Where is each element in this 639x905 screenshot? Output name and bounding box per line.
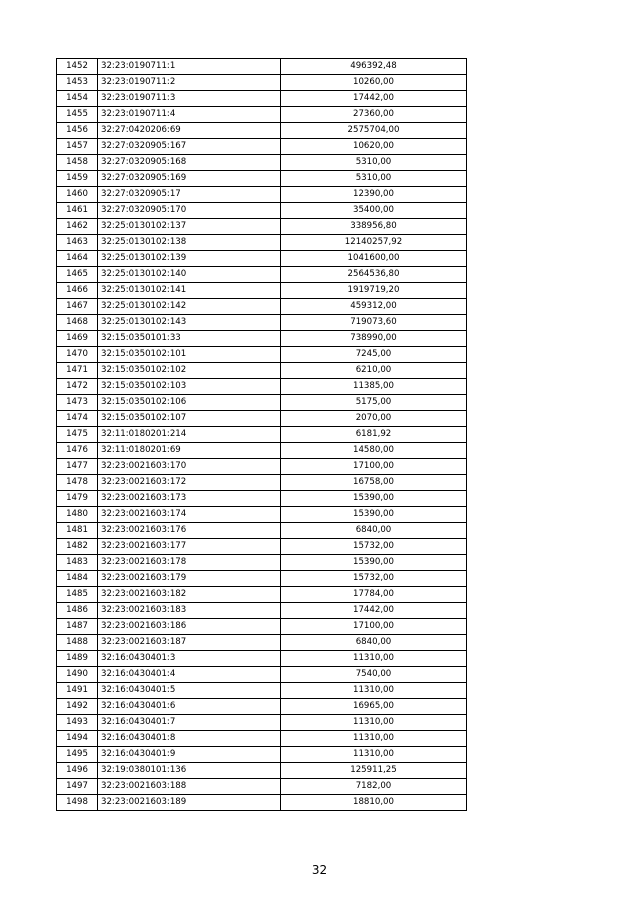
table-row [57,171,467,187]
value-cell: 496392,48 [281,59,467,75]
cadastral-number-cell: 32:23:0190711:1 [98,59,281,75]
table-row [57,699,467,715]
cadastral-number-cell: 32:27:0320905:170 [98,203,281,219]
value-cell: 15732,00 [281,571,467,587]
row-number-cell: 1456 [57,123,98,139]
row-number-cell: 1490 [57,667,98,683]
value-cell: 5310,00 [281,155,467,171]
row-number-cell: 1460 [57,187,98,203]
table-row [57,491,467,507]
table-row [57,347,467,363]
table-row [57,619,467,635]
row-number-cell: 1487 [57,619,98,635]
cadastral-number-cell: 32:16:0430401:3 [98,651,281,667]
cadastral-number-cell: 32:15:0350102:106 [98,395,281,411]
value-cell: 11310,00 [281,683,467,699]
value-cell: 6840,00 [281,635,467,651]
value-cell: 11310,00 [281,731,467,747]
cadastral-number-cell: 32:27:0320905:17 [98,187,281,203]
table-row [57,779,467,795]
cadastral-number-cell: 32:25:0130102:137 [98,219,281,235]
cadastral-number-cell: 32:23:0021603:189 [98,795,281,811]
row-number-cell: 1481 [57,523,98,539]
table-row [57,667,467,683]
cadastral-number-cell: 32:23:0021603:182 [98,587,281,603]
value-cell: 459312,00 [281,299,467,315]
row-number-cell: 1494 [57,731,98,747]
value-cell: 16965,00 [281,699,467,715]
value-cell: 1919719,20 [281,283,467,299]
cadastral-number-cell: 32:25:0130102:140 [98,267,281,283]
value-cell: 5310,00 [281,171,467,187]
row-number-cell: 1459 [57,171,98,187]
cadastral-number-cell: 32:23:0021603:173 [98,491,281,507]
value-cell: 738990,00 [281,331,467,347]
value-cell: 15390,00 [281,491,467,507]
table-row [57,459,467,475]
value-cell: 6181,92 [281,427,467,443]
value-cell: 7182,00 [281,779,467,795]
value-cell: 7245,00 [281,347,467,363]
row-number-cell: 1458 [57,155,98,171]
cadastral-number-cell: 32:23:0021603:172 [98,475,281,491]
table-row [57,443,467,459]
cadastral-number-cell: 32:16:0430401:7 [98,715,281,731]
value-cell: 17100,00 [281,459,467,475]
table-row [57,123,467,139]
cadastral-number-cell: 32:23:0021603:178 [98,555,281,571]
value-cell: 2564536,80 [281,267,467,283]
cadastral-number-cell: 32:23:0190711:4 [98,107,281,123]
cadastral-number-cell: 32:23:0021603:186 [98,619,281,635]
table-row [57,363,467,379]
row-number-cell: 1485 [57,587,98,603]
row-number-cell: 1475 [57,427,98,443]
row-number-cell: 1478 [57,475,98,491]
row-number-cell: 1465 [57,267,98,283]
cadastral-number-cell: 32:23:0021603:183 [98,603,281,619]
value-cell: 17442,00 [281,91,467,107]
row-number-cell: 1484 [57,571,98,587]
value-cell: 2070,00 [281,411,467,427]
table-row [57,427,467,443]
value-cell: 7540,00 [281,667,467,683]
value-cell: 15732,00 [281,539,467,555]
value-cell: 15390,00 [281,507,467,523]
table-row [57,59,467,75]
value-cell: 14580,00 [281,443,467,459]
cadastral-number-cell: 32:25:0130102:139 [98,251,281,267]
table-row [57,155,467,171]
row-number-cell: 1455 [57,107,98,123]
row-number-cell: 1477 [57,459,98,475]
value-cell: 12140257,92 [281,235,467,251]
row-number-cell: 1486 [57,603,98,619]
row-number-cell: 1495 [57,747,98,763]
value-cell: 11385,00 [281,379,467,395]
table-row [57,411,467,427]
table-row [57,539,467,555]
cadastral-number-cell: 32:23:0021603:188 [98,779,281,795]
row-number-cell: 1467 [57,299,98,315]
table-body [57,59,467,811]
table-row [57,315,467,331]
cadastral-number-cell: 32:23:0190711:3 [98,91,281,107]
cadastral-number-cell: 32:11:0180201:214 [98,427,281,443]
value-cell: 35400,00 [281,203,467,219]
row-number-cell: 1474 [57,411,98,427]
cadastral-value-table [56,58,467,811]
cadastral-number-cell: 32:15:0350102:107 [98,411,281,427]
row-number-cell: 1471 [57,363,98,379]
table-row [57,603,467,619]
cadastral-number-cell: 32:27:0320905:168 [98,155,281,171]
cadastral-number-cell: 32:23:0021603:179 [98,571,281,587]
value-cell: 10260,00 [281,75,467,91]
cadastral-number-cell: 32:15:0350102:101 [98,347,281,363]
cadastral-number-cell: 32:16:0430401:4 [98,667,281,683]
row-number-cell: 1479 [57,491,98,507]
value-cell: 27360,00 [281,107,467,123]
row-number-cell: 1483 [57,555,98,571]
table-row [57,523,467,539]
value-cell: 16758,00 [281,475,467,491]
table-row [57,507,467,523]
table-row [57,235,467,251]
value-cell: 6840,00 [281,523,467,539]
cadastral-number-cell: 32:15:0350101:33 [98,331,281,347]
cadastral-number-cell: 32:16:0430401:9 [98,747,281,763]
table-row [57,139,467,155]
row-number-cell: 1453 [57,75,98,91]
table-row [57,219,467,235]
row-number-cell: 1488 [57,635,98,651]
table-row [57,795,467,811]
value-cell: 12390,00 [281,187,467,203]
row-number-cell: 1496 [57,763,98,779]
value-cell: 1041600,00 [281,251,467,267]
cadastral-number-cell: 32:16:0430401:5 [98,683,281,699]
cadastral-number-cell: 32:25:0130102:141 [98,283,281,299]
value-cell: 10620,00 [281,139,467,155]
value-cell: 15390,00 [281,555,467,571]
value-cell: 11310,00 [281,747,467,763]
cadastral-number-cell: 32:27:0320905:169 [98,171,281,187]
row-number-cell: 1464 [57,251,98,267]
row-number-cell: 1497 [57,779,98,795]
table-row [57,75,467,91]
value-cell: 17100,00 [281,619,467,635]
value-cell: 11310,00 [281,651,467,667]
row-number-cell: 1466 [57,283,98,299]
row-number-cell: 1468 [57,315,98,331]
row-number-cell: 1492 [57,699,98,715]
table-row [57,283,467,299]
table-row [57,107,467,123]
row-number-cell: 1482 [57,539,98,555]
table-row [57,763,467,779]
table-row [57,747,467,763]
cadastral-number-cell: 32:23:0021603:170 [98,459,281,475]
table-row [57,731,467,747]
row-number-cell: 1476 [57,443,98,459]
row-number-cell: 1454 [57,91,98,107]
value-cell: 17442,00 [281,603,467,619]
cadastral-number-cell: 32:16:0430401:8 [98,731,281,747]
row-number-cell: 1463 [57,235,98,251]
table-row [57,331,467,347]
row-number-cell: 1469 [57,331,98,347]
value-cell: 125911,25 [281,763,467,779]
table-row [57,683,467,699]
row-number-cell: 1461 [57,203,98,219]
value-cell: 338956,80 [281,219,467,235]
row-number-cell: 1489 [57,651,98,667]
cadastral-number-cell: 32:11:0180201:69 [98,443,281,459]
cadastral-number-cell: 32:15:0350102:103 [98,379,281,395]
table-row [57,651,467,667]
table-row [57,187,467,203]
value-cell: 719073,60 [281,315,467,331]
cadastral-number-cell: 32:19:0380101:136 [98,763,281,779]
value-cell: 18810,00 [281,795,467,811]
value-cell: 11310,00 [281,715,467,731]
page-number: 32 [311,863,328,877]
row-number-cell: 1457 [57,139,98,155]
row-number-cell: 1493 [57,715,98,731]
cadastral-number-cell: 32:23:0021603:177 [98,539,281,555]
table-row [57,91,467,107]
row-number-cell: 1452 [57,59,98,75]
row-number-cell: 1462 [57,219,98,235]
cadastral-number-cell: 32:23:0021603:174 [98,507,281,523]
table-row [57,571,467,587]
cadastral-number-cell: 32:16:0430401:6 [98,699,281,715]
row-number-cell: 1472 [57,379,98,395]
row-number-cell: 1473 [57,395,98,411]
table-row [57,555,467,571]
table-row [57,475,467,491]
table-row [57,395,467,411]
table-row [57,203,467,219]
table-row [57,715,467,731]
table-row [57,379,467,395]
table-row [57,587,467,603]
cadastral-number-cell: 32:23:0190711:2 [98,75,281,91]
table-row [57,299,467,315]
table-row [57,251,467,267]
cadastral-number-cell: 32:25:0130102:142 [98,299,281,315]
value-cell: 2575704,00 [281,123,467,139]
row-number-cell: 1480 [57,507,98,523]
row-number-cell: 1491 [57,683,98,699]
value-cell: 5175,00 [281,395,467,411]
cadastral-number-cell: 32:23:0021603:176 [98,523,281,539]
cadastral-number-cell: 32:23:0021603:187 [98,635,281,651]
cadastral-number-cell: 32:25:0130102:143 [98,315,281,331]
row-number-cell: 1470 [57,347,98,363]
value-cell: 17784,00 [281,587,467,603]
cadastral-number-cell: 32:27:0420206:69 [98,123,281,139]
table-row [57,267,467,283]
value-cell: 6210,00 [281,363,467,379]
row-number-cell: 1498 [57,795,98,811]
cadastral-number-cell: 32:15:0350102:102 [98,363,281,379]
cadastral-number-cell: 32:25:0130102:138 [98,235,281,251]
table-row [57,635,467,651]
cadastral-number-cell: 32:27:0320905:167 [98,139,281,155]
